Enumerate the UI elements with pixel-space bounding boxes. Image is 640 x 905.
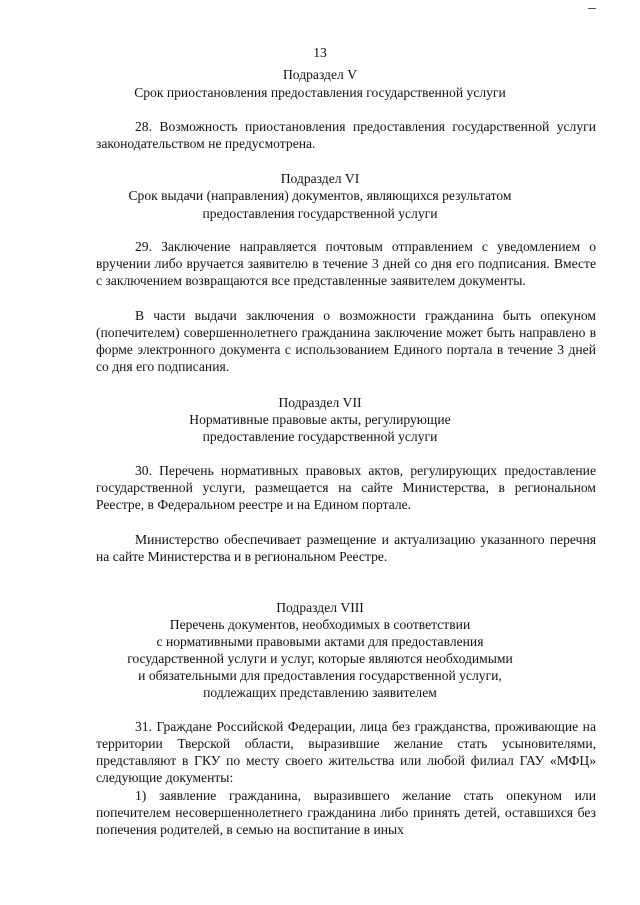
paragraph-31-item-1: 1) заявление гражданина, выразившего желание стать опекуном или попечителем несовершеннолетнего гражданина либо принять детей, оставшихся без попечения родителей, в семью на воспитание в иных [96,788,596,838]
page-number: 13 [313,45,327,60]
section-7-title-line-1: Нормативные правовые акты, регулирующие [189,412,451,427]
paragraph-30: 30. Перечень нормативных правовых актов, регулирующих предоставление государственной услуги, размещается на сайте Министерства, в региональном Реестре, в Федеральном реестре и на Едином портале. [96,463,596,513]
section-8-title-line-3: государственной услуги и услуг, которые являются необходимыми [127,651,513,666]
paragraph-30-ministry: Министерство обеспечивает размещение и актуализацию указанного перечня на сайте Министерства и в региональном Реестре. [96,532,596,565]
paragraph-31: 31. Граждане Российской Федерации, лица без гражданства, проживающие на территории Тверской области, выразившие желание стать усыновителями, представляют в ГКУ по месту своего жительства или любой филиал ГАУ «МФЦ» следующие документы: [96,719,596,786]
section-5-title: Срок приостановления предоставления государственной услуги [134,85,506,100]
section-8-heading: Подраздел VIII [276,600,364,615]
section-8-title-line-5: подлежащих представлению заявителем [203,685,437,700]
section-6-title-line-2: предоставления государственной услуги [202,206,438,221]
paragraph-28: 28. Возможность приостановления предоставления государственной услуги законодательством не предусмотрена. [96,119,596,152]
scan-mark [588,8,596,9]
paragraph-29: 29. Заключение направляется почтовым отправлением с уведомлением о вручении либо вручается заявителю в течение 3 дней со дня его подписания. Вместе с заключением возвращаются все представленные заявителем документы. [96,239,596,289]
paragraph-29-electronic: В части выдачи заключения о возможности гражданина быть опекуном (попечителем) совершеннолетнего гражданина заключение может быть направлено в форме электронного документа с использованием Единого портала в течение 3 дней со дня его подписания. [96,308,596,375]
section-7-title-line-2: предоставление государственной услуги [202,429,438,444]
section-6-heading: Подраздел VI [280,171,360,186]
section-5-heading: Подраздел V [282,67,358,82]
section-8-title-line-4: и обязательными для предоставления государственной услуги, [138,668,502,683]
section-6-title-line-1: Срок выдачи (направления) документов, являющихся результатом [128,188,512,203]
section-7-heading: Подраздел VII [278,395,362,410]
section-8-title-line-1: Перечень документов, необходимых в соответствии [169,617,471,632]
section-8-title-line-2: с нормативными правовыми актами для предоставления [156,634,484,649]
